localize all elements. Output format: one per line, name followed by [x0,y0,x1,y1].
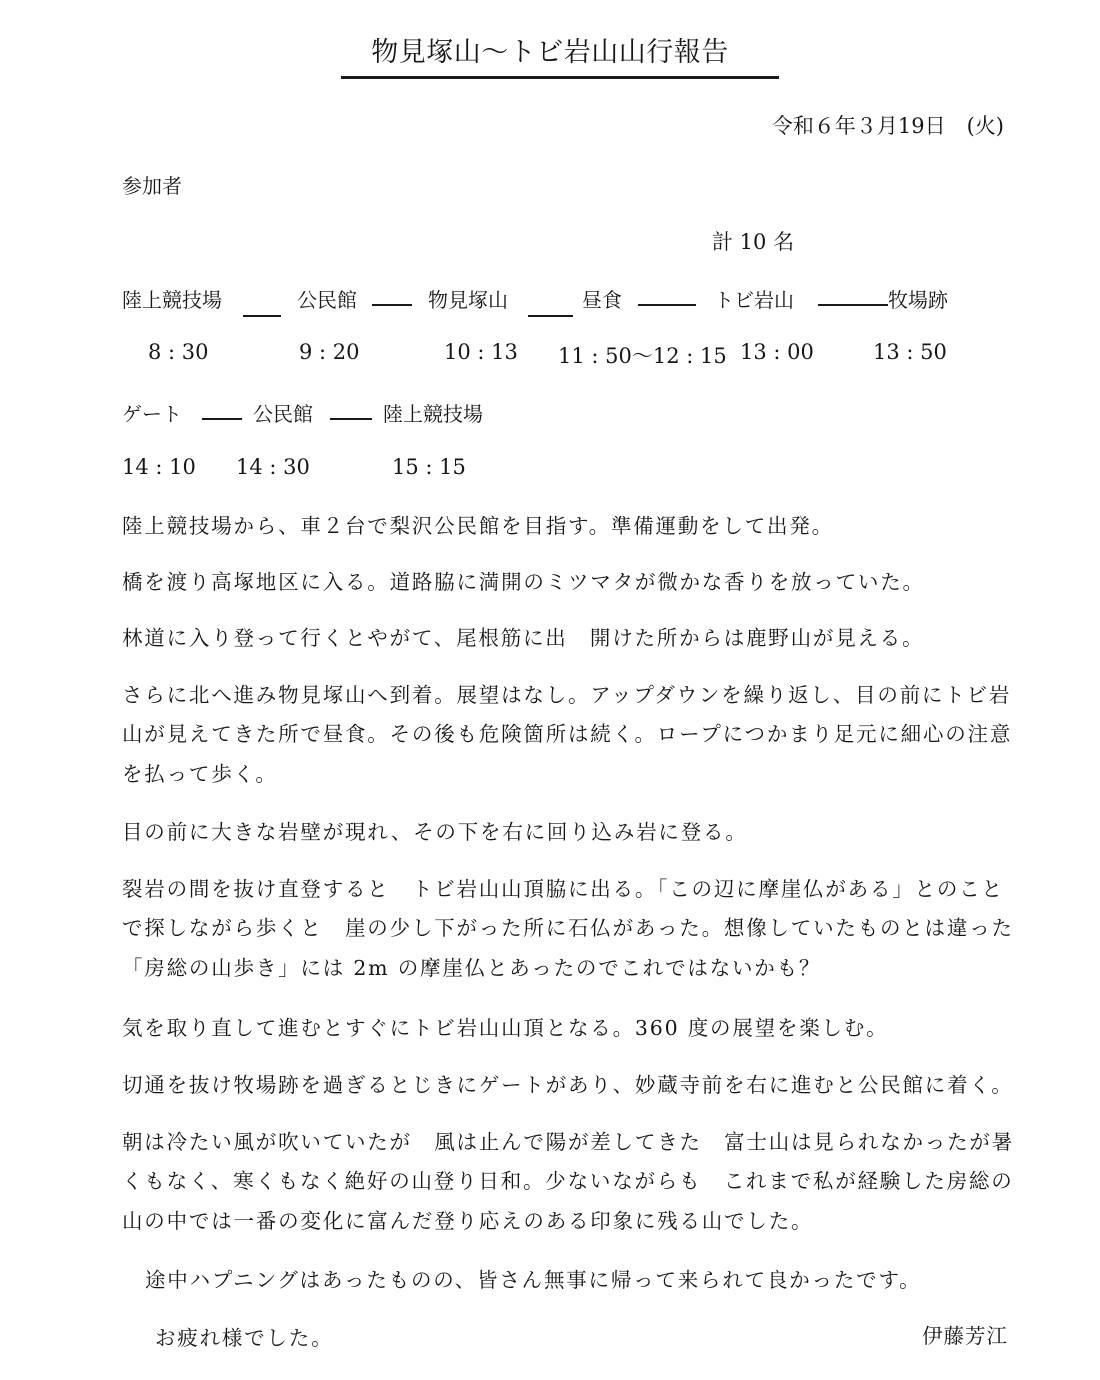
paragraph-line: さらに北へ進み物見塚山へ到着。展望はなし。アップダウンを繰り返し、目の前にトビ岩 [122,683,1012,707]
paragraph-line: くもなく、寒くもなく絶好の山登り日和。少ないながらも これまで私が経験した房総の [122,1169,1014,1193]
route-connector [202,408,242,427]
route-stop: 牧場跡 [888,288,948,312]
paragraph: 橋を渡り高塚地区に入る。道路脇に満開のミツマタが微かな香りを放っていた。 [122,570,925,594]
route-stop: 公民館 [253,402,313,426]
paragraph-line: で探しながら歩くと 崖の少し下がった所に石仏があった。想像していたものとは違った [122,916,1014,940]
paragraph-line: 朝は冷たい風が吹いていたが 風は止んで陽が差してきた 富士山は見られなかったが暑 [122,1130,1014,1154]
route-time: 9 : 20 [299,340,360,364]
author-name: 伊藤芳江 [922,1324,1008,1348]
route-time: 14 : 30 [236,455,310,479]
route-connector [372,294,412,313]
route-stop: ゲート [122,402,182,426]
route-time: 14 : 10 [122,455,196,479]
route-connector [818,294,888,313]
route-time: 15 : 15 [392,455,466,479]
route-time: 8 : 30 [148,340,209,364]
route-stop: 陸上競技場 [383,402,483,426]
paragraph-line: 山が見えてきた所で昼食。その後も危険箇所は続く。ロープにつかまり足元に細心の注意 [122,722,1013,746]
route-stop: トビ岩山 [714,288,794,312]
paragraph: 切通を抜け牧場跡を過ぎるとじきにゲートがあり、妙蔵寺前を右に進むと公民館に着く。 [122,1073,1014,1097]
paragraph-line: を払って歩く。 [122,762,278,786]
route-stop: 公民館 [297,288,357,312]
paragraph-line: 山の中では一番の変化に富んだ登り応えのある印象に残る山でした。 [122,1209,814,1233]
paragraph: 陸上競技場から、車２台で梨沢公民館を目指す。準備運動をして出発。 [122,514,834,538]
route-connector [330,408,372,427]
paragraph: 気を取り直して進むとすぐにトビ岩山山頂となる。360 度の展望を楽しむ。 [122,1016,889,1040]
paragraph-line: 「房総の山歩き」には 2m の摩崖仏とあったのでこれではないかも？ [122,956,822,980]
route-time: 13 : 00 [740,340,814,364]
route-time: 10 : 13 [444,340,518,364]
paragraph: 途中ハプニングはあったものの、皆さん無事に帰って来られて良かったです。 [145,1268,922,1292]
route-time: 13 : 50 [873,340,947,364]
route-connector [243,305,281,324]
route-connector [528,305,573,324]
route-time: 11 : 50～12 : 15 [558,344,727,368]
participants-label: 参加者 [122,174,182,198]
route-stop: 陸上競技場 [122,288,222,312]
participants-total: 計 10 名 [712,230,795,254]
closing-text: お疲れ様でした。 [155,1326,334,1350]
route-connector [638,294,696,313]
route-stop: 昼食 [582,288,622,312]
route-stop: 物見塚山 [428,288,508,312]
page-title: 物見塚山～トビ岩山山行報告 [371,37,729,68]
paragraph-line: 裂岩の間を抜け直登すると トビ岩山山頂脇に出る。「この辺に摩崖仏がある」とのこと [122,877,1004,901]
paragraph: 林道に入り登って行くとやがて、尾根筋に出 開けた所からは鹿野山が見える。 [122,626,925,650]
paragraph: 目の前に大きな岩壁が現れ、その下を右に回り込み岩に登る。 [122,820,748,844]
title-underline [341,76,779,79]
report-date: 令和６年３月19日 (火) [771,114,1004,138]
